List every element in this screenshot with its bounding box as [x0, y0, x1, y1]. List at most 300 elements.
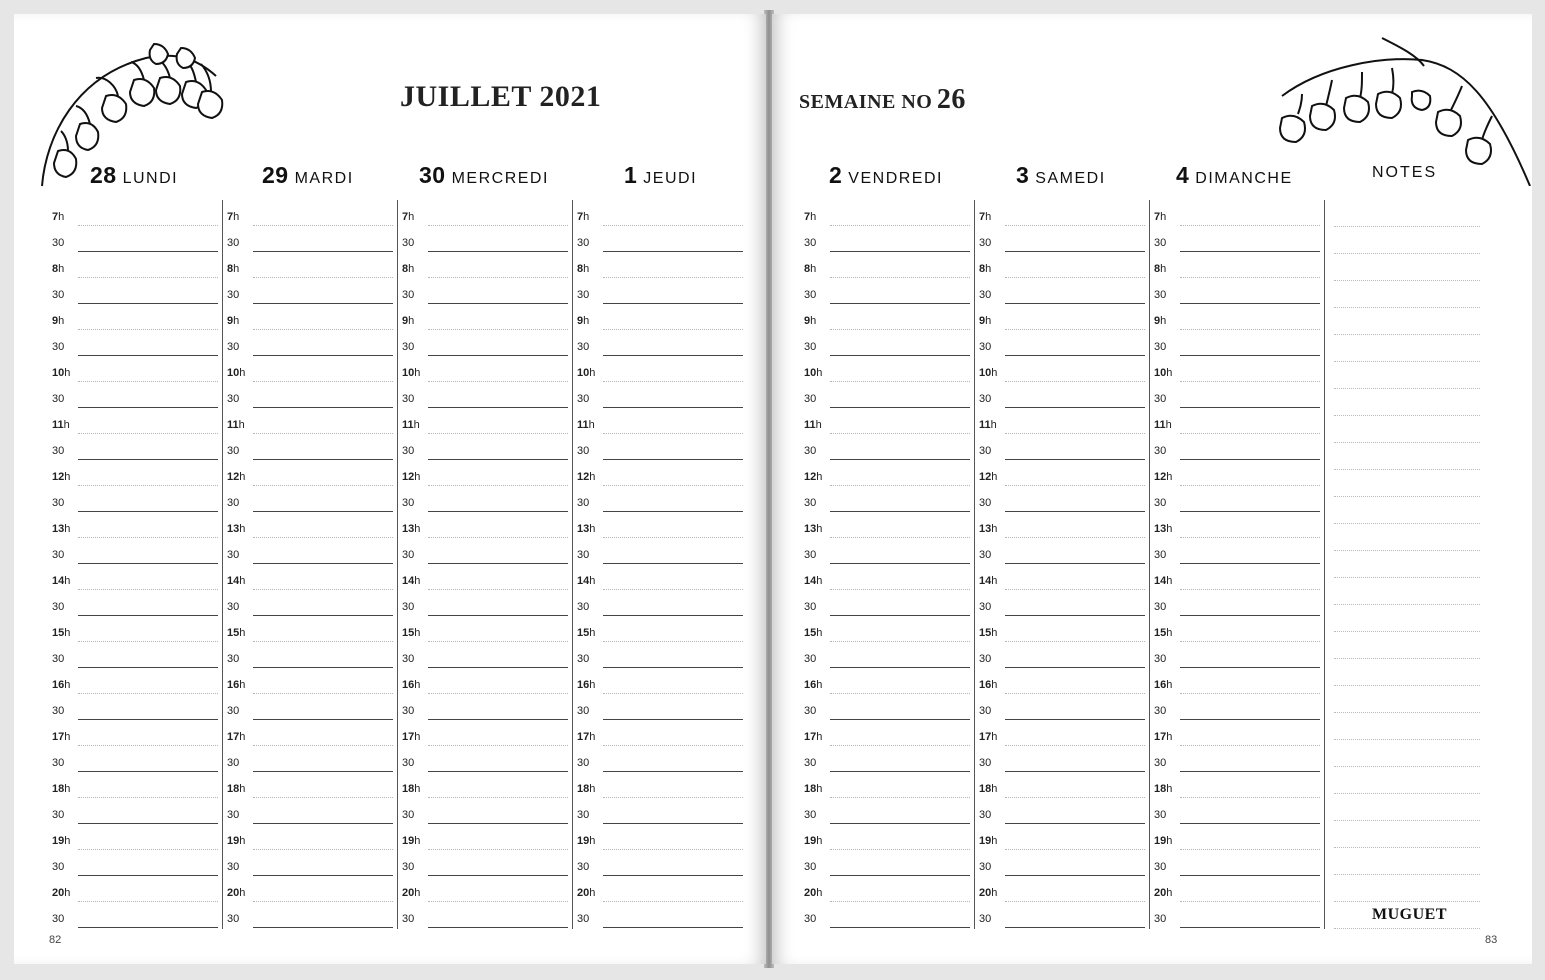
half-hour-label: 30	[402, 341, 415, 353]
time-slot[interactable]	[975, 252, 1149, 278]
time-slot[interactable]	[48, 772, 222, 798]
time-slot[interactable]	[48, 590, 222, 616]
time-slot[interactable]	[800, 720, 974, 746]
time-slot[interactable]	[48, 668, 222, 694]
hour-suffix: h	[991, 471, 998, 483]
hour-number: 8	[402, 263, 409, 275]
time-slot[interactable]	[800, 486, 974, 512]
half-hour-label: 30	[1154, 913, 1167, 925]
hour-number: 16	[52, 679, 65, 691]
time-slot[interactable]	[48, 850, 222, 876]
time-slot[interactable]	[48, 512, 222, 538]
time-slot[interactable]	[800, 694, 974, 720]
writing-line	[253, 927, 393, 928]
half-hour-label: 30	[979, 913, 992, 925]
time-slot[interactable]	[975, 902, 1149, 928]
time-slot[interactable]	[573, 590, 747, 616]
time-slot[interactable]	[48, 460, 222, 486]
time-slot[interactable]	[573, 486, 747, 512]
hour-suffix: h	[1166, 679, 1173, 691]
time-slot[interactable]	[48, 382, 222, 408]
time-slot[interactable]	[1150, 356, 1324, 382]
time-slot[interactable]	[223, 616, 397, 642]
time-slot[interactable]	[1150, 798, 1324, 824]
schedule-column-saturday[interactable]	[975, 200, 1150, 929]
time-slot[interactable]	[48, 252, 222, 278]
time-slot[interactable]	[398, 720, 572, 746]
time-slot[interactable]	[573, 252, 747, 278]
time-slot[interactable]	[1150, 252, 1324, 278]
time-slot[interactable]	[223, 304, 397, 330]
time-slot[interactable]	[398, 564, 572, 590]
hour-suffix: h	[233, 315, 240, 327]
hour-suffix: h	[583, 211, 590, 223]
time-slot[interactable]	[800, 252, 974, 278]
time-slot[interactable]	[573, 772, 747, 798]
time-slot[interactable]	[800, 746, 974, 772]
time-slot[interactable]	[48, 798, 222, 824]
time-slot[interactable]	[1150, 564, 1324, 590]
time-slot[interactable]	[975, 434, 1149, 460]
time-slot[interactable]	[573, 200, 747, 226]
time-slot[interactable]	[398, 200, 572, 226]
time-slot[interactable]	[48, 694, 222, 720]
time-slot[interactable]	[223, 538, 397, 564]
hour-label	[227, 367, 245, 379]
time-slot[interactable]	[398, 824, 572, 850]
time-slot[interactable]	[1150, 720, 1324, 746]
hour-number: 12	[979, 471, 992, 483]
time-slot[interactable]	[48, 408, 222, 434]
half-hour-label: 30	[52, 393, 65, 405]
time-slot[interactable]	[48, 538, 222, 564]
time-slot[interactable]	[398, 772, 572, 798]
time-slot[interactable]	[573, 746, 747, 772]
time-slot[interactable]	[48, 330, 222, 356]
time-slot[interactable]	[1150, 226, 1324, 252]
time-slot[interactable]	[398, 356, 572, 382]
time-slot[interactable]	[398, 902, 572, 928]
time-slot[interactable]	[1150, 876, 1324, 902]
hour-suffix: h	[414, 679, 421, 691]
time-slot[interactable]	[573, 798, 747, 824]
time-slot[interactable]	[1150, 746, 1324, 772]
time-slot[interactable]	[398, 668, 572, 694]
half-hour-label: 30	[804, 653, 817, 665]
time-slot[interactable]	[48, 278, 222, 304]
time-slot[interactable]	[223, 460, 397, 486]
hour-number: 18	[1154, 783, 1167, 795]
hour-suffix: h	[589, 523, 596, 535]
hour-number: 7	[804, 211, 811, 223]
time-slot[interactable]	[398, 226, 572, 252]
time-slot[interactable]	[398, 382, 572, 408]
time-slot[interactable]	[573, 720, 747, 746]
time-slot[interactable]	[48, 824, 222, 850]
time-slot[interactable]	[1150, 434, 1324, 460]
time-slot[interactable]	[975, 330, 1149, 356]
hour-number: 12	[577, 471, 590, 483]
time-slot[interactable]	[223, 720, 397, 746]
time-slot[interactable]	[573, 824, 747, 850]
day-number: 30	[419, 162, 446, 188]
half-hour-label: 30	[979, 757, 992, 769]
time-slot[interactable]	[1150, 408, 1324, 434]
time-slot[interactable]	[1150, 772, 1324, 798]
time-slot[interactable]	[1150, 694, 1324, 720]
time-slot[interactable]	[223, 850, 397, 876]
time-slot[interactable]	[800, 226, 974, 252]
half-hour-label: 30	[227, 705, 240, 717]
time-slot[interactable]	[975, 642, 1149, 668]
time-slot[interactable]	[975, 616, 1149, 642]
half-hour-label: 30	[804, 289, 817, 301]
time-slot[interactable]	[1150, 668, 1324, 694]
time-slot[interactable]	[48, 304, 222, 330]
time-slot[interactable]	[800, 460, 974, 486]
time-slot[interactable]	[1150, 200, 1324, 226]
time-slot[interactable]	[398, 408, 572, 434]
hour-label	[402, 367, 420, 379]
time-slot[interactable]	[398, 746, 572, 772]
time-slot[interactable]	[975, 850, 1149, 876]
time-slot[interactable]	[800, 798, 974, 824]
time-slot[interactable]	[48, 486, 222, 512]
notes-line	[1334, 497, 1480, 524]
hour-suffix: h	[589, 679, 596, 691]
half-hour-label: 30	[402, 913, 415, 925]
writing-line	[78, 927, 218, 928]
time-slot[interactable]	[1150, 278, 1324, 304]
time-slot[interactable]	[398, 538, 572, 564]
hour-number: 15	[227, 627, 240, 639]
time-slot[interactable]	[975, 382, 1149, 408]
time-slot[interactable]	[975, 720, 1149, 746]
schedule-column-sunday[interactable]	[1150, 200, 1325, 929]
time-slot[interactable]	[800, 304, 974, 330]
half-hour-label: 30	[402, 653, 415, 665]
time-slot[interactable]	[398, 850, 572, 876]
time-slot[interactable]	[398, 330, 572, 356]
time-slot[interactable]	[573, 538, 747, 564]
time-slot[interactable]	[975, 304, 1149, 330]
hour-label	[227, 731, 245, 743]
time-slot[interactable]	[975, 460, 1149, 486]
hour-number: 14	[1154, 575, 1167, 587]
hour-label	[227, 211, 239, 223]
hour-number: 10	[577, 367, 590, 379]
time-slot[interactable]	[573, 616, 747, 642]
time-slot[interactable]	[1150, 486, 1324, 512]
time-slot[interactable]	[223, 382, 397, 408]
hour-suffix: h	[64, 575, 71, 587]
time-slot[interactable]	[573, 434, 747, 460]
hour-number: 13	[804, 523, 817, 535]
time-slot[interactable]	[223, 876, 397, 902]
time-slot[interactable]	[573, 226, 747, 252]
time-slot[interactable]	[573, 460, 747, 486]
notes-line	[1334, 659, 1480, 686]
hour-number: 18	[577, 783, 590, 795]
time-slot[interactable]	[48, 902, 222, 928]
time-slot[interactable]	[800, 408, 974, 434]
half-hour-label: 30	[227, 809, 240, 821]
time-slot[interactable]	[223, 590, 397, 616]
time-slot[interactable]	[223, 564, 397, 590]
time-slot[interactable]	[398, 304, 572, 330]
half-hour-label: 30	[804, 237, 817, 249]
time-slot[interactable]	[800, 772, 974, 798]
time-slot[interactable]	[975, 746, 1149, 772]
hour-suffix: h	[408, 211, 415, 223]
time-slot[interactable]	[975, 278, 1149, 304]
time-slot[interactable]	[1150, 824, 1324, 850]
time-slot[interactable]	[573, 876, 747, 902]
time-slot[interactable]	[1150, 512, 1324, 538]
time-slot[interactable]	[975, 408, 1149, 434]
time-slot[interactable]	[48, 642, 222, 668]
time-slot[interactable]	[48, 876, 222, 902]
time-slot[interactable]	[1150, 330, 1324, 356]
time-slot[interactable]	[48, 356, 222, 382]
day-number: 1	[624, 162, 638, 188]
time-slot[interactable]	[573, 304, 747, 330]
half-hour-label: 30	[52, 757, 65, 769]
time-slot[interactable]	[573, 278, 747, 304]
time-slot[interactable]	[398, 694, 572, 720]
time-slot[interactable]	[800, 850, 974, 876]
time-slot[interactable]	[223, 330, 397, 356]
time-slot[interactable]	[1150, 850, 1324, 876]
time-slot[interactable]	[800, 616, 974, 642]
hour-label	[979, 679, 997, 691]
time-slot[interactable]	[975, 512, 1149, 538]
time-slot[interactable]	[398, 876, 572, 902]
hour-label	[577, 731, 595, 743]
half-hour-label: 30	[227, 913, 240, 925]
time-slot[interactable]	[800, 538, 974, 564]
time-slot[interactable]	[223, 512, 397, 538]
half-hour-label: 30	[227, 757, 240, 769]
hour-number: 20	[227, 887, 240, 899]
time-slot[interactable]	[573, 382, 747, 408]
time-slot[interactable]	[1150, 382, 1324, 408]
time-slot[interactable]	[975, 772, 1149, 798]
time-slot[interactable]	[573, 850, 747, 876]
time-slot[interactable]	[975, 798, 1149, 824]
time-slot[interactable]	[573, 564, 747, 590]
time-slot[interactable]	[573, 408, 747, 434]
week-number: 26	[936, 84, 966, 115]
hour-label	[577, 887, 595, 899]
schedule-column-tuesday[interactable]	[223, 200, 398, 929]
hour-label	[804, 783, 822, 795]
time-slot[interactable]	[975, 200, 1149, 226]
time-slot[interactable]	[398, 278, 572, 304]
hour-suffix: h	[589, 835, 596, 847]
time-slot[interactable]	[975, 356, 1149, 382]
time-slot[interactable]	[223, 642, 397, 668]
hour-suffix: h	[63, 419, 70, 431]
time-slot[interactable]	[1150, 642, 1324, 668]
time-slot[interactable]	[48, 616, 222, 642]
schedule-column-friday[interactable]	[800, 200, 975, 929]
time-slot[interactable]	[398, 798, 572, 824]
half-hour-label: 30	[52, 341, 65, 353]
half-hour-label: 30	[979, 809, 992, 821]
time-slot[interactable]	[975, 590, 1149, 616]
time-slot[interactable]	[398, 512, 572, 538]
time-slot[interactable]	[398, 642, 572, 668]
hour-suffix: h	[1166, 471, 1173, 483]
hour-suffix: h	[413, 419, 420, 431]
time-slot[interactable]	[1150, 616, 1324, 642]
half-hour-label: 30	[979, 393, 992, 405]
hour-label	[804, 575, 822, 587]
notes-area[interactable]	[1334, 200, 1480, 929]
schedule-column-wednesday[interactable]	[398, 200, 573, 929]
time-slot[interactable]	[800, 902, 974, 928]
half-hour-label: 30	[52, 601, 65, 613]
day-header-monday	[90, 162, 178, 190]
time-slot[interactable]	[1150, 460, 1324, 486]
time-slot[interactable]	[800, 382, 974, 408]
hour-label	[804, 315, 816, 327]
time-slot[interactable]	[223, 746, 397, 772]
time-slot[interactable]	[573, 694, 747, 720]
hour-number: 16	[1154, 679, 1167, 691]
time-slot[interactable]	[223, 902, 397, 928]
time-slot[interactable]	[48, 720, 222, 746]
hour-label	[804, 263, 816, 275]
hour-number: 10	[804, 367, 817, 379]
time-slot[interactable]	[223, 278, 397, 304]
time-slot[interactable]	[800, 824, 974, 850]
time-slot[interactable]	[573, 642, 747, 668]
hour-number: 9	[1154, 315, 1161, 327]
hour-suffix: h	[991, 679, 998, 691]
time-slot[interactable]	[573, 330, 747, 356]
time-slot[interactable]	[1150, 538, 1324, 564]
time-slot[interactable]	[800, 564, 974, 590]
hour-suffix: h	[1166, 627, 1173, 639]
time-slot[interactable]	[398, 434, 572, 460]
day-header-thursday	[624, 162, 697, 190]
hour-suffix: h	[991, 523, 998, 535]
hour-label	[577, 471, 595, 483]
time-slot[interactable]	[223, 668, 397, 694]
hour-number: 13	[577, 523, 590, 535]
time-slot[interactable]	[398, 590, 572, 616]
time-slot[interactable]	[223, 252, 397, 278]
time-slot[interactable]	[398, 486, 572, 512]
hour-number: 7	[1154, 211, 1161, 223]
time-slot[interactable]	[223, 824, 397, 850]
hour-suffix: h	[991, 575, 998, 587]
notes-line	[1334, 848, 1480, 875]
time-slot[interactable]	[48, 564, 222, 590]
time-slot[interactable]	[975, 538, 1149, 564]
schedule-column-thursday[interactable]	[573, 200, 747, 929]
time-slot[interactable]	[800, 642, 974, 668]
hour-label	[1154, 679, 1172, 691]
half-hour-label: 30	[577, 653, 590, 665]
time-slot[interactable]	[1150, 590, 1324, 616]
time-slot[interactable]	[573, 668, 747, 694]
time-slot[interactable]	[223, 798, 397, 824]
time-slot[interactable]	[398, 616, 572, 642]
time-slot[interactable]	[223, 356, 397, 382]
notes-line	[1334, 686, 1480, 713]
time-slot[interactable]	[800, 356, 974, 382]
month-title: JUILLET 2021	[400, 80, 602, 113]
schedule-column-monday[interactable]	[48, 200, 223, 929]
time-slot[interactable]	[573, 356, 747, 382]
hour-label	[1154, 783, 1172, 795]
time-slot[interactable]	[223, 772, 397, 798]
time-slot[interactable]	[975, 564, 1149, 590]
hour-label	[577, 263, 589, 275]
time-slot[interactable]	[800, 512, 974, 538]
hour-number: 8	[52, 263, 59, 275]
hour-suffix: h	[583, 315, 590, 327]
time-slot[interactable]	[800, 434, 974, 460]
time-slot[interactable]	[223, 486, 397, 512]
hour-label	[804, 211, 816, 223]
hour-number: 16	[577, 679, 590, 691]
half-hour-label: 30	[979, 237, 992, 249]
time-slot[interactable]	[975, 694, 1149, 720]
time-slot[interactable]	[223, 408, 397, 434]
time-slot[interactable]	[800, 668, 974, 694]
notes-line	[1334, 389, 1480, 416]
time-slot[interactable]	[573, 902, 747, 928]
time-slot[interactable]	[48, 200, 222, 226]
time-slot[interactable]	[223, 694, 397, 720]
half-hour-label: 30	[804, 809, 817, 821]
half-hour-label: 30	[804, 913, 817, 925]
hour-number: 18	[227, 783, 240, 795]
time-slot[interactable]	[398, 252, 572, 278]
time-slot[interactable]	[223, 434, 397, 460]
half-hour-label: 30	[52, 237, 65, 249]
time-slot[interactable]	[223, 200, 397, 226]
time-slot[interactable]	[48, 746, 222, 772]
time-slot[interactable]	[800, 330, 974, 356]
time-slot[interactable]	[800, 590, 974, 616]
time-slot[interactable]	[48, 226, 222, 252]
hour-suffix: h	[239, 731, 246, 743]
time-slot[interactable]	[1150, 902, 1324, 928]
time-slot[interactable]	[800, 200, 974, 226]
time-slot[interactable]	[573, 512, 747, 538]
time-slot[interactable]	[1150, 304, 1324, 330]
time-slot[interactable]	[48, 434, 222, 460]
hour-number: 11	[577, 419, 589, 431]
time-slot[interactable]	[975, 824, 1149, 850]
hour-number: 11	[227, 419, 239, 431]
time-slot[interactable]	[800, 278, 974, 304]
time-slot[interactable]	[975, 876, 1149, 902]
time-slot[interactable]	[975, 486, 1149, 512]
time-slot[interactable]	[975, 226, 1149, 252]
time-slot[interactable]	[975, 668, 1149, 694]
hour-label	[1154, 367, 1172, 379]
time-slot[interactable]	[398, 460, 572, 486]
half-hour-label: 30	[52, 809, 65, 821]
time-slot[interactable]	[800, 876, 974, 902]
time-slot[interactable]	[223, 226, 397, 252]
